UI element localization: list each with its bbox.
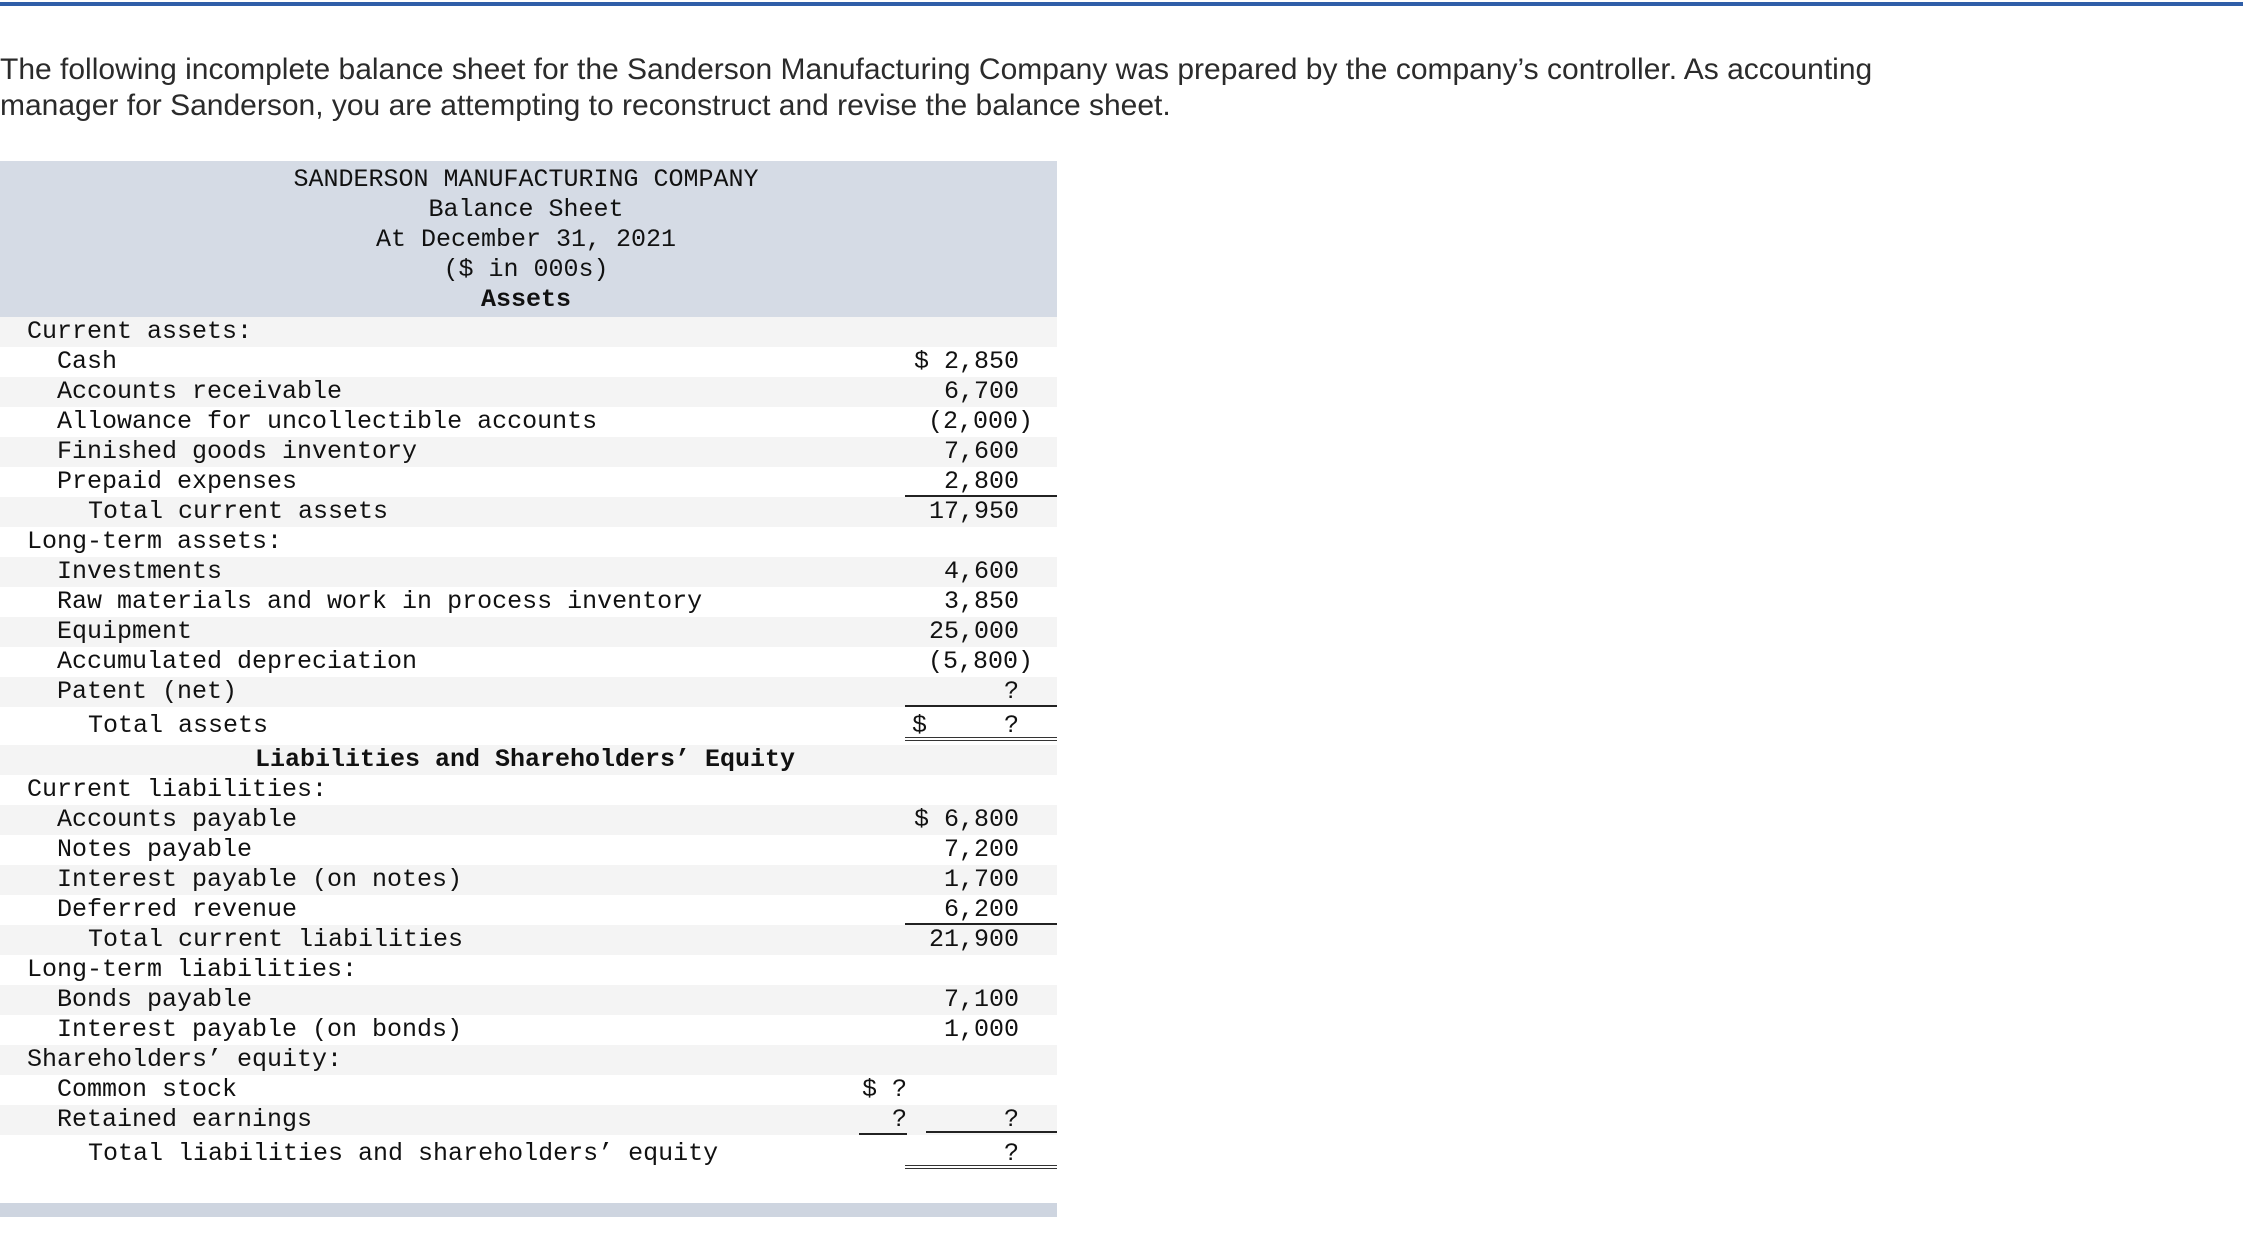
row-label: Retained earnings [57, 1105, 313, 1134]
row-label: Interest payable (on bonds) [57, 1015, 463, 1044]
total-label: Total current assets [88, 497, 389, 526]
equity-heading-row [0, 1045, 1057, 1075]
top-rule [0, 2, 2243, 6]
total-amount: 17,950 [928, 497, 1019, 526]
asset-row-patent [0, 677, 1057, 707]
company-name: SANDERSON MANUFACTURING COMPANY [293, 165, 759, 194]
asset-row-raw-materials [0, 587, 1057, 617]
row-amount: 25,000 [928, 617, 1019, 646]
sheet-units: ($ in 000s) [443, 255, 609, 284]
sheet-header [0, 161, 1057, 317]
longterm-liabilities-heading-row [0, 955, 1057, 985]
row-subamount: ? [859, 1105, 907, 1135]
liability-row-interest-notes [0, 865, 1057, 895]
asset-row-investments [0, 557, 1057, 587]
row-amount: 3,850 [943, 587, 1019, 616]
row-amount: 1,000 [943, 1015, 1019, 1044]
equity-heading: Shareholders’ equity: [27, 1045, 343, 1074]
row-amount: 4,600 [943, 557, 1019, 586]
row-label: Patent (net) [57, 677, 238, 706]
row-amount: (5,800) [927, 647, 1033, 676]
row-label: Common stock [57, 1075, 238, 1104]
row-amount: 7,200 [943, 835, 1019, 864]
total-dollar-sign: $ [912, 711, 928, 740]
row-subamount: $ ? [861, 1075, 907, 1104]
equity-row-common-stock [0, 1075, 1057, 1105]
total-label: Total assets [88, 711, 269, 740]
total-label: Total current liabilities [88, 925, 464, 954]
row-label: Cash [57, 347, 118, 376]
assets-heading: Assets [480, 285, 571, 314]
current-liabilities-heading: Current liabilities: [27, 775, 328, 804]
longterm-assets-heading-row [0, 527, 1057, 557]
row-label: Accounts receivable [57, 377, 343, 406]
row-label: Deferred revenue [57, 895, 298, 924]
asset-row-finished-goods [0, 437, 1057, 467]
asset-row-allowance [0, 407, 1057, 437]
liability-row-accounts-payable [0, 805, 1057, 835]
longterm-assets-heading: Long-term assets: [27, 527, 283, 556]
row-label: Prepaid expenses [57, 467, 298, 496]
sheet-date: At December 31, 2021 [375, 225, 677, 254]
longterm-liabilities-heading: Long-term liabilities: [27, 955, 358, 984]
total-current-liabilities-row [0, 925, 1057, 955]
asset-row-equipment [0, 617, 1057, 647]
row-label: Equipment [57, 617, 193, 646]
total-amount: ? [905, 1135, 1057, 1169]
row-amount: ? [926, 1105, 1057, 1133]
liabilities-equity-heading: Liabilities and Shareholders’ Equity [254, 745, 796, 774]
row-amount: 6,700 [943, 377, 1019, 406]
row-amount: 7,100 [943, 985, 1019, 1014]
liabilities-heading-row [0, 745, 1057, 775]
row-amount: 6,200 [905, 895, 1057, 925]
asset-row-prepaid [0, 467, 1057, 497]
row-amount: ? [905, 677, 1057, 707]
asset-row-cash [0, 347, 1057, 377]
current-assets-heading-row [0, 317, 1057, 347]
total-amount: 21,900 [928, 925, 1019, 954]
liability-row-bonds-payable [0, 985, 1057, 1015]
total-current-assets-row [0, 497, 1057, 527]
total-assets-row [0, 707, 1057, 745]
current-liabilities-heading-row [0, 775, 1057, 805]
bottom-rule [0, 1203, 1057, 1217]
row-label: Raw materials and work in process inventory [57, 587, 703, 616]
row-label: Finished goods inventory [57, 437, 418, 466]
row-amount: 2,800 [905, 467, 1057, 497]
liability-row-notes-payable [0, 835, 1057, 865]
row-label: Notes payable [57, 835, 253, 864]
row-amount: (2,000) [927, 407, 1033, 436]
balance-sheet [0, 161, 1057, 1173]
row-amount: $ 2,850 [913, 347, 1019, 376]
row-amount: $ 6,800 [913, 805, 1019, 834]
row-amount: 7,600 [943, 437, 1019, 466]
row-label: Bonds payable [57, 985, 253, 1014]
total-liabilities-equity-row [0, 1135, 1057, 1173]
liability-row-deferred-revenue [0, 895, 1057, 925]
row-label: Accumulated depreciation [57, 647, 418, 676]
row-label: Accounts payable [57, 805, 298, 834]
intro-paragraph: The following incomplete balance sheet for the Sanderson Manufacturing Company was prepared by the company’s controller. As accounting manager for Sanderson, you are attempting to reconstruct and revise the balance sheet. [0, 53, 1873, 122]
current-assets-heading: Current assets: [27, 317, 253, 346]
liability-row-interest-bonds [0, 1015, 1057, 1045]
total-label: Total liabilities and shareholders’ equity [88, 1139, 719, 1168]
row-amount: 1,700 [943, 865, 1019, 894]
row-label: Interest payable (on notes) [57, 865, 463, 894]
asset-row-accounts-receivable [0, 377, 1057, 407]
sheet-title: Balance Sheet [428, 195, 624, 224]
row-label: Allowance for uncollectible accounts [57, 407, 598, 436]
total-amount: ? [905, 707, 1057, 741]
row-label: Investments [57, 557, 223, 586]
asset-row-accumulated-depreciation [0, 647, 1057, 677]
equity-row-retained-earnings [0, 1105, 1057, 1135]
